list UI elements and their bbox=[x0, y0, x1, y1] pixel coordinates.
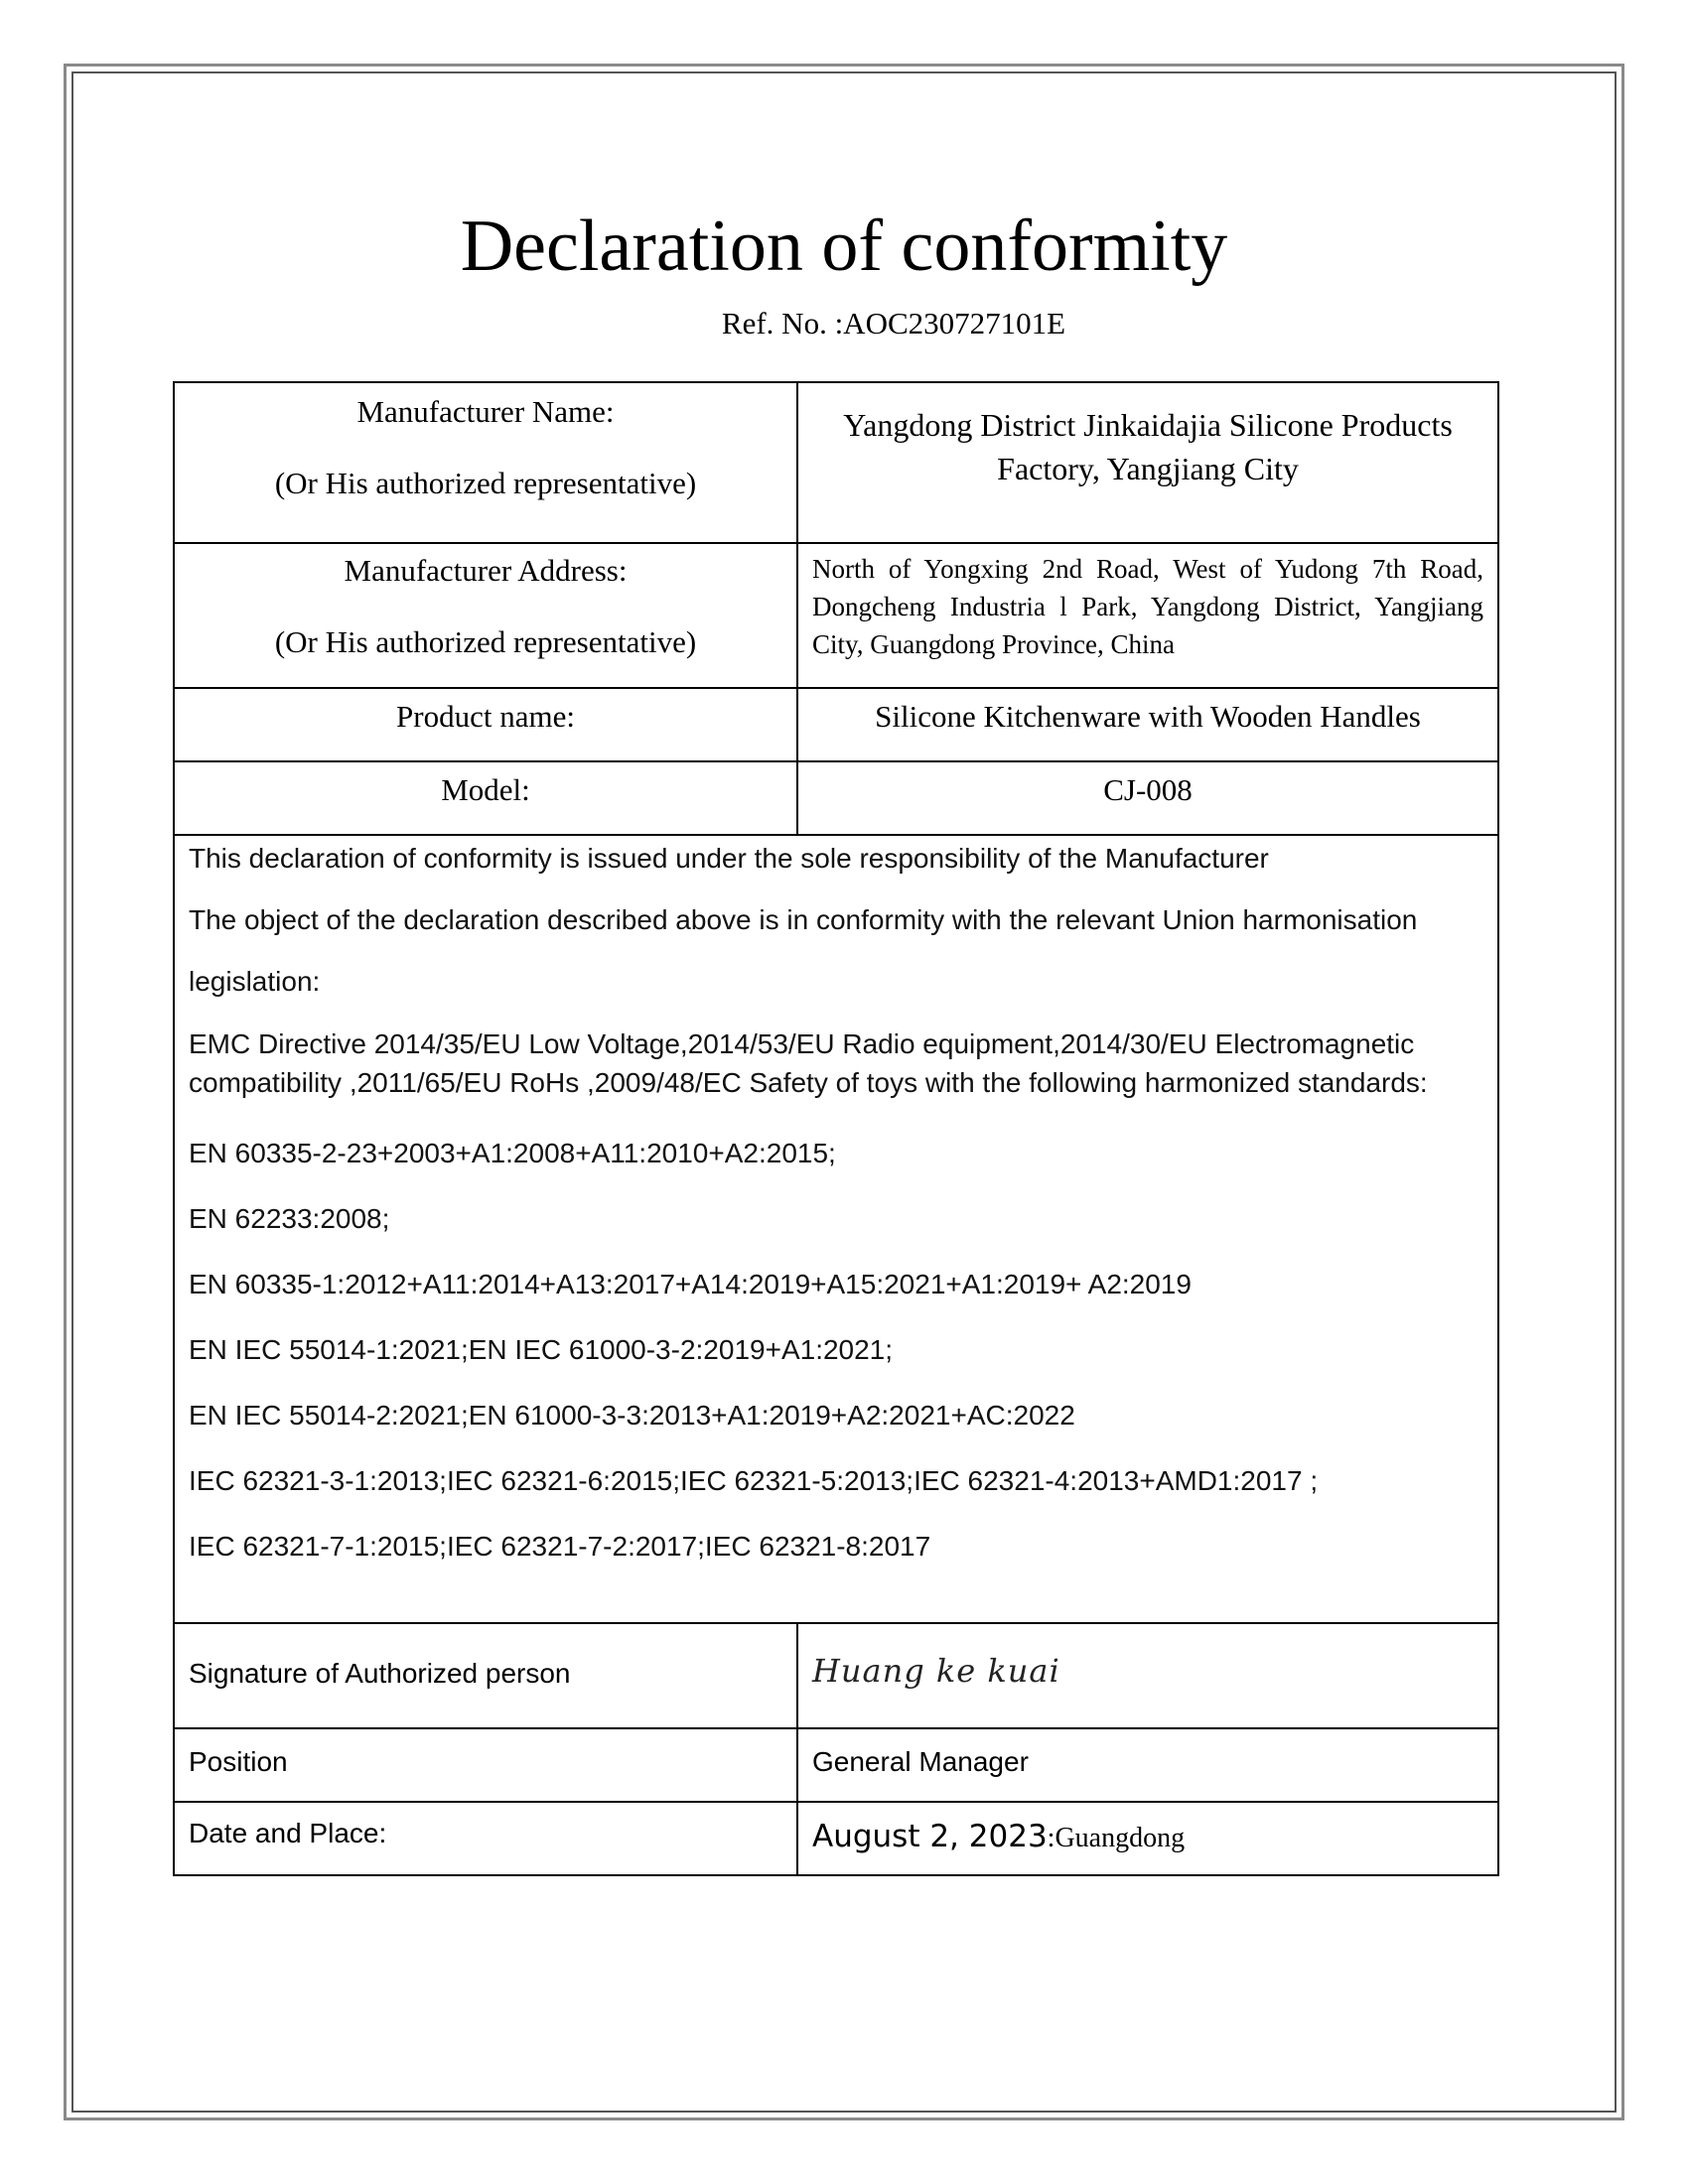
conformity-statement: The object of the declaration described above is in conformity with the relevant Union harmonisation bbox=[189, 904, 1418, 935]
position-label: Position bbox=[175, 1729, 798, 1801]
standard-item: EN 62233:2008; bbox=[189, 1203, 390, 1234]
handwritten-signature: Huang ke kuai bbox=[812, 1652, 1060, 1690]
standard-item: EN 60335-2-23+2003+A1:2008+A11:2010+A2:2015; bbox=[189, 1138, 836, 1168]
manufacturer-name-label: Manufacturer Name: bbox=[356, 394, 615, 429]
manufacturer-name-value-line2: Factory, Yangjiang City bbox=[997, 451, 1299, 486]
standard-item: EN IEC 55014-1:2021;EN IEC 61000-3-2:2019+A1:2021; bbox=[189, 1334, 894, 1365]
manufacturer-name-label-cell bbox=[175, 383, 798, 542]
standard-item: EN IEC 55014-2:2021;EN 61000-3-3:2013+A1:2019+A2:2021+AC:2022 bbox=[189, 1400, 1075, 1431]
declaration-statement: This declaration of conformity is issued under the sole responsibility of the Manufacturer bbox=[189, 843, 1269, 874]
directives-text: EMC Directive 2014/35/EU Low Voltage,2014/53/EU Radio equipment,2014/30/EU Electromagnetic compatibility ,2011/65/EU RoHs ,2009/48/EC Safety of toys with the following harmonized standards: bbox=[189, 1028, 1428, 1098]
standard-item: IEC 62321-7-1:2015;IEC 62321-7-2:2017;IEC 62321-8:2017 bbox=[189, 1531, 931, 1562]
manufacturer-name-sublabel: (Or His authorized representative) bbox=[274, 466, 697, 500]
position-value: General Manager bbox=[798, 1729, 1499, 1801]
manufacturer-name-row bbox=[175, 383, 1499, 544]
manufacturer-address-sublabel: (Or His authorized representative) bbox=[274, 624, 697, 659]
date-place-value-cell bbox=[798, 1803, 1499, 1874]
product-name-row bbox=[175, 689, 1499, 762]
product-name-label: Product name: bbox=[175, 689, 798, 760]
manufacturer-address-label-cell bbox=[175, 544, 798, 687]
signature-cell bbox=[798, 1624, 1499, 1727]
model-row bbox=[175, 762, 1499, 836]
model-value: CJ-008 bbox=[798, 762, 1499, 834]
manufacturer-name-value-cell bbox=[798, 383, 1499, 542]
date-place-row bbox=[175, 1803, 1499, 1876]
manufacturer-name-value-line1: Yangdong District Jinkaidajia Silicone Products bbox=[843, 407, 1453, 443]
manufacturer-address-label: Manufacturer Address: bbox=[344, 553, 628, 588]
manufacturer-address-value: North of Yongxing 2nd Road, West of Yudong 7th Road, Dongcheng Industria l Park, Yangdong District, Yangjiang City, Guangdong Province, China bbox=[798, 544, 1499, 687]
date-place-label: Date and Place: bbox=[175, 1803, 798, 1874]
reference-number: Ref. No. :AOC230727101E bbox=[721, 306, 1066, 341]
legislation-label: legislation: bbox=[189, 966, 321, 997]
document-title: Declaration of conformity bbox=[460, 205, 1228, 287]
manufacturer-address-row bbox=[175, 544, 1499, 689]
standard-item: EN 60335-1:2012+A11:2014+A13:2017+A14:2019+A15:2021+A1:2019+ A2:2019 bbox=[189, 1269, 1192, 1299]
product-name-value: Silicone Kitchenware with Wooden Handles bbox=[798, 689, 1499, 760]
declaration-text-row bbox=[175, 836, 1499, 1624]
date-value: August 2, 2023 bbox=[812, 1819, 1048, 1854]
signature-row bbox=[175, 1624, 1499, 1729]
declaration-text-cell bbox=[175, 836, 1499, 1622]
model-label: Model: bbox=[175, 762, 798, 834]
position-row bbox=[175, 1729, 1499, 1803]
signature-label: Signature of Authorized person bbox=[175, 1624, 798, 1727]
place-value: :Guangdong bbox=[1047, 1823, 1186, 1853]
declaration-table bbox=[173, 381, 1499, 1876]
standard-item: IEC 62321-3-1:2013;IEC 62321-6:2015;IEC 62321-5:2013;IEC 62321-4:2013+AMD1:2017 ; bbox=[189, 1465, 1319, 1496]
